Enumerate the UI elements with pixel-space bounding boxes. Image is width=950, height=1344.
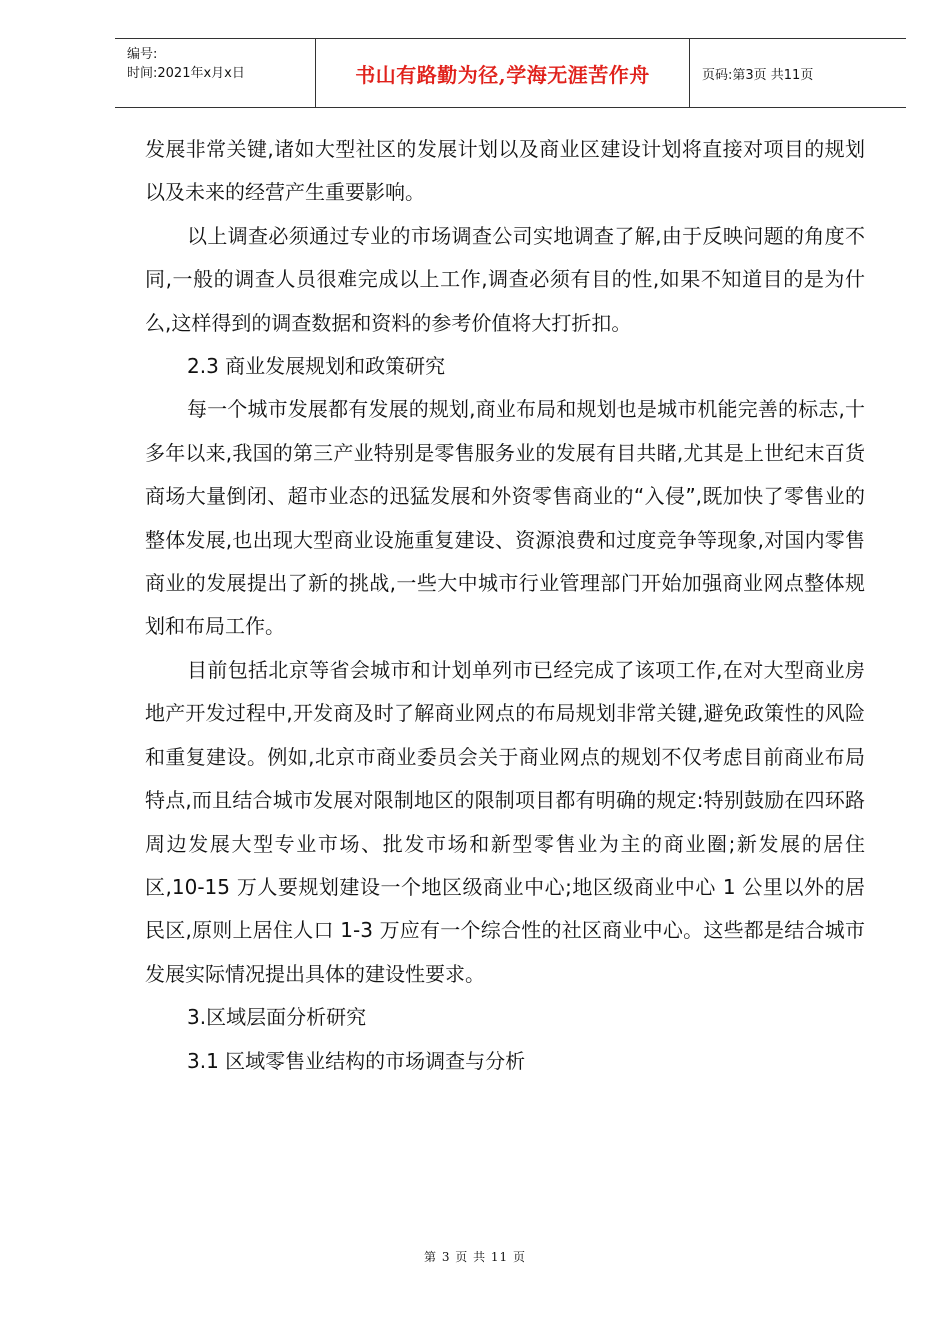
section-heading-3: 3.区域层面分析研究 xyxy=(187,1005,367,1030)
document-time: 时间:2021年x月x日 xyxy=(127,66,245,81)
document-body xyxy=(145,128,865,1083)
paragraph-continued: 发展非常关键,诸如大型社区的发展计划以及商业区建设计划将直接对项目的规划以及未来的经营产生重要影响。 xyxy=(145,137,865,205)
header-page-info-cell xyxy=(690,39,906,107)
header-page-info: 页码:第3页 共11页 xyxy=(702,67,814,83)
paragraph-planning: 每一个城市发展都有发展的规划,商业布局和规划也是城市机能完善的标志,十多年以来,我国的第三产业特别是零售服务业的发展有目共睹,尤其是上世纪末百货商场大量倒闭、超市业态的迅猛发展和外资零售商业的“入侵”,既加快了零售业的整体发展,也出现大型商业设施重复建设、资源浪费和过度竞争等现象,对国内零售商业的发展提出了新的挑战,一些大中城市行业管理部门开始加强商业网点整体规划和布局工作。 xyxy=(145,397,865,639)
paragraph-beijing: 目前包括北京等省会城市和计划单列市已经完成了该项工作,在对大型商业房地产开发过程中,开发商及时了解商业网点的布局规划非常关键,避免政策性的风险和重复建设。例如,北京市商业委员会关于商业网点的规划不仅考虑目前商业布局特点,而且结合城市发展对限制地区的限制项目都有明确的规定:特别鼓励在四环路周边发展大型专业市场、批发市场和新型零售业为主的商业圈;新发展的居住区,10-15 万人要规划建设一个地区级商业中心;地区级商业中心 1 公里以外的居民区,原则上居住人口 1-3 万应有一个综合性的社区商业中心。这些都是结合城市发展实际情况提出具体的建设性要求。 xyxy=(145,657,865,986)
page-header xyxy=(115,38,906,108)
page-footer: 第 3 页 共 11 页 xyxy=(424,1250,526,1264)
paragraph-survey: 以上调查必须通过专业的市场调查公司实地调查了解,由于反映问题的角度不同,一般的调查人员很难完成以上工作,调查必须有目的性,如果不知道目的是为什么,这样得到的调查数据和资料的参考价值将大打折扣。 xyxy=(145,223,865,335)
document-number: 编号: xyxy=(127,47,158,62)
section-heading-2-3: 2.3 商业发展规划和政策研究 xyxy=(187,354,446,379)
header-motto-cell xyxy=(316,39,690,107)
section-heading-3-1: 3.1 区域零售业结构的市场调查与分析 xyxy=(187,1048,526,1073)
header-motto: 书山有路勤为径,学海无涯苦作舟 xyxy=(355,62,650,87)
header-meta xyxy=(115,39,316,107)
